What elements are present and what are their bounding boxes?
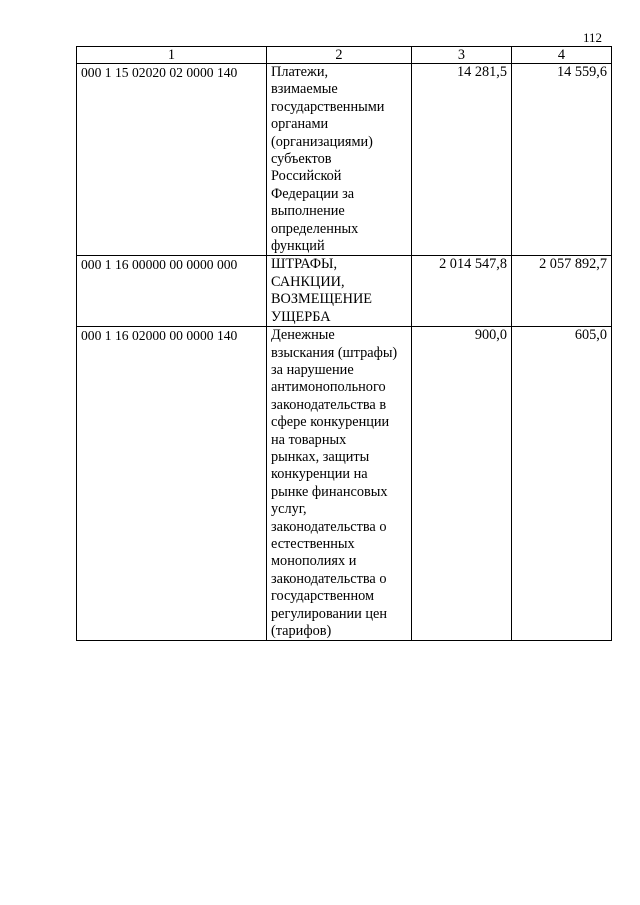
item-name-line: функций	[271, 238, 325, 255]
item-name-line: на товарных	[271, 431, 347, 448]
amount-col3-cell: 2 014 547,8	[412, 256, 512, 327]
amount-col4-cell: 14 559,6	[512, 64, 612, 256]
amount-col4-cell: 2 057 892,7	[512, 256, 612, 327]
table-row	[77, 256, 612, 327]
item-name-line: государственном	[271, 588, 375, 605]
table-row	[77, 327, 612, 641]
item-name-line: естественных	[271, 535, 355, 552]
item-name-line: законодательства о	[271, 570, 387, 587]
item-name-line: органами	[271, 116, 329, 133]
item-name-line: (организациями)	[271, 133, 373, 150]
header-row	[77, 47, 612, 64]
column-header: 3	[412, 47, 512, 64]
budget-code-cell: 000 1 15 02020 02 0000 140	[77, 64, 267, 256]
item-name-line: Российской	[271, 168, 342, 185]
item-name-cell	[267, 64, 412, 256]
amount-col4-cell: 605,0	[512, 327, 612, 641]
page-number: 112	[582, 30, 602, 45]
amount-col3-cell: 14 281,5	[412, 64, 512, 256]
item-name-line: взимаемые	[271, 81, 338, 98]
item-name-line: определенных	[271, 220, 359, 237]
item-name-line: конкуренции на	[271, 466, 368, 483]
amount-col3-cell: 900,0	[412, 327, 512, 641]
item-name-line: рынке финансовых	[271, 483, 388, 500]
item-name-line: государственными	[271, 98, 385, 115]
item-name-line: Денежные	[271, 327, 335, 344]
item-name-line: взыскания (штрафы)	[271, 344, 398, 361]
column-header: 1	[77, 47, 267, 64]
item-name-line: рынках, защиты	[271, 448, 370, 465]
item-name-line: САНКЦИИ,	[271, 273, 345, 290]
table-row	[77, 64, 612, 256]
item-name-line: законодательства в	[271, 396, 387, 413]
item-name-line: законодательства о	[271, 518, 387, 535]
item-name-line: монополиях и	[271, 553, 357, 570]
item-name-line: выполнение	[271, 203, 345, 220]
item-name-line: субъектов	[271, 151, 332, 168]
column-header: 4	[512, 47, 612, 64]
budget-code-cell: 000 1 16 02000 00 0000 140	[77, 327, 267, 641]
item-name-line: ВОЗМЕЩЕНИЕ	[271, 291, 373, 308]
item-name-line: Платежи,	[271, 64, 329, 80]
item-name-line: за нарушение	[271, 361, 354, 378]
item-name-line: услуг,	[271, 501, 307, 518]
item-name-cell	[267, 327, 412, 641]
item-name-line: УЩЕРБА	[271, 308, 331, 325]
item-name-line: (тарифов)	[271, 623, 332, 639]
item-name-line: ШТРАФЫ,	[271, 256, 338, 273]
item-name-line: антимонопольного	[271, 379, 386, 396]
budget-code-cell: 000 1 16 00000 00 0000 000	[77, 256, 267, 327]
item-name-line: сфере конкуренции	[271, 414, 390, 431]
item-name-line: регулировании цен	[271, 605, 388, 622]
budget-table	[76, 46, 612, 641]
item-name-line: Федерации за	[271, 185, 355, 202]
column-header: 2	[267, 47, 412, 64]
item-name-cell	[267, 256, 412, 327]
